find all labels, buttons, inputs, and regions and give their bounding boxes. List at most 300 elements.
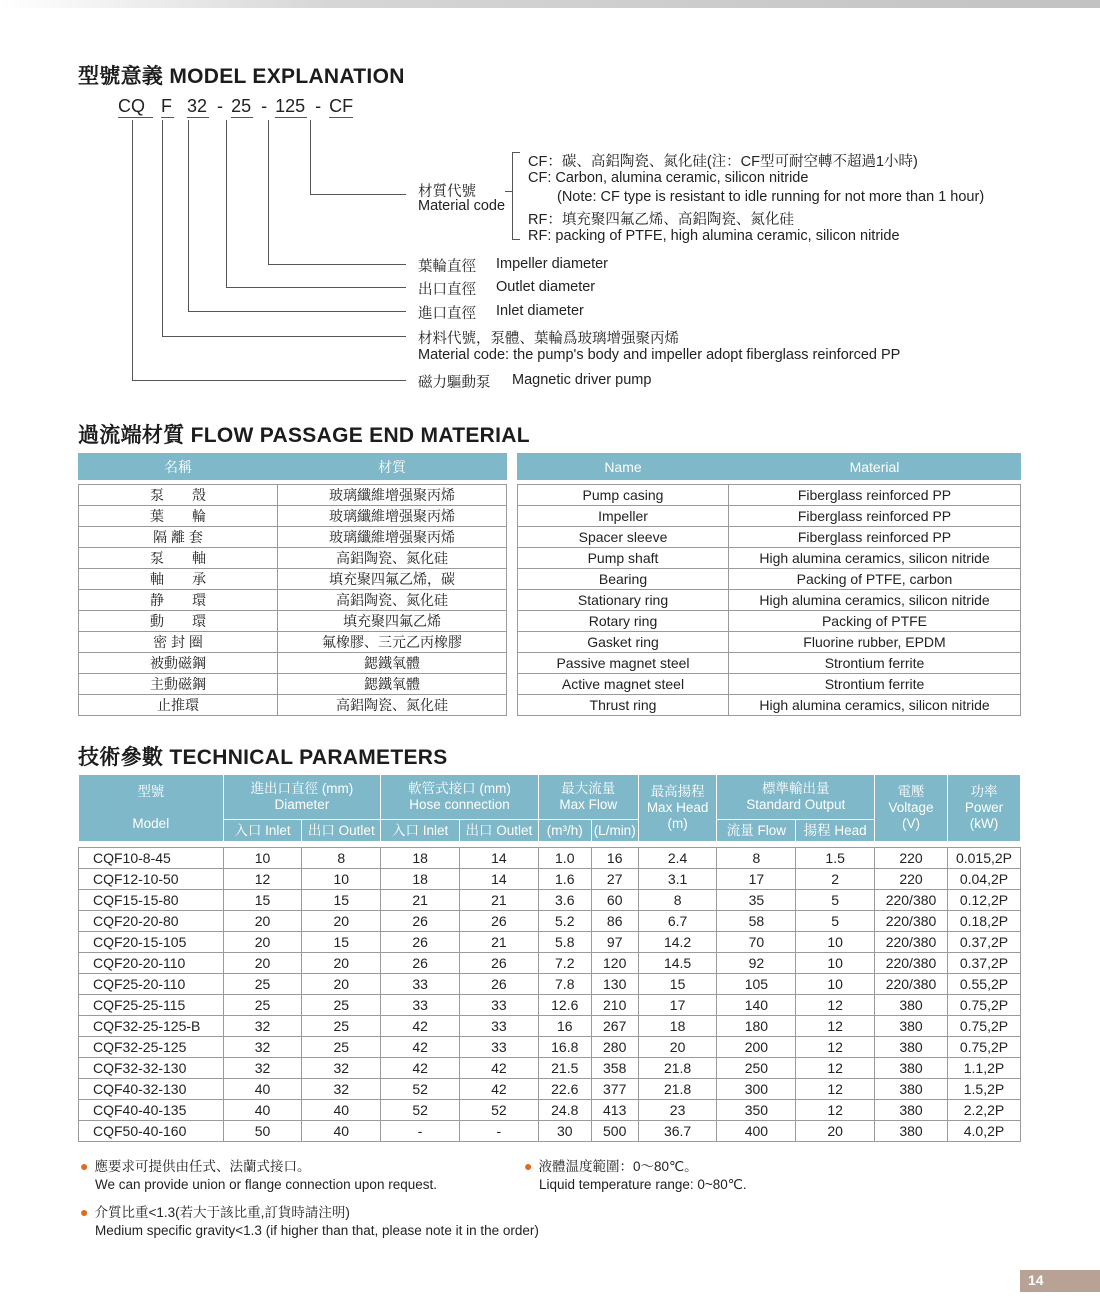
cell-flow-m3h: 7.8 <box>538 974 591 995</box>
cell-power: 0.04,2P <box>947 869 1020 890</box>
th-power <box>947 775 1020 842</box>
cell-voltage: 220/380 <box>875 911 948 932</box>
cell-voltage: 220 <box>875 848 948 869</box>
th-flow-en: Max Flow <box>559 797 618 812</box>
cell-hose-outlet: 33 <box>459 1016 538 1037</box>
cell-outlet: 40 <box>302 1100 381 1121</box>
cell-model: CQF25-25-115 <box>79 995 224 1016</box>
th-std-flow: 流量 Flow <box>717 820 796 842</box>
material-row-cn <box>79 695 507 716</box>
cell-outlet: 25 <box>302 995 381 1016</box>
cell-max-head: 14.2 <box>638 932 717 953</box>
material-cell-material-en: Packing of PTFE, carbon <box>729 569 1021 590</box>
cell-voltage: 220/380 <box>875 974 948 995</box>
th-hose-en: Hose connection <box>409 797 510 812</box>
impeller-cn: 葉輪直徑 <box>418 259 476 275</box>
cell-flow-lmin: 267 <box>591 1016 638 1037</box>
cell-hose-inlet: 42 <box>381 1037 460 1058</box>
material-cell-name-en: Gasket ring <box>518 632 729 653</box>
th-model-en: Model <box>132 816 170 831</box>
cell-std-head: 5 <box>796 911 875 932</box>
cell-model: CQF15-15-80 <box>79 890 224 911</box>
cell-flow-m3h: 24.8 <box>538 1100 591 1121</box>
th-m3h: (m³/h) <box>538 820 591 842</box>
brace <box>512 152 522 240</box>
cell-std-flow: 250 <box>717 1058 796 1079</box>
cell-std-head: 1.5 <box>796 848 875 869</box>
tech-row <box>79 953 1021 974</box>
cell-voltage: 380 <box>875 1037 948 1058</box>
cell-power: 0.015,2P <box>947 848 1020 869</box>
th-power-en: Power <box>964 800 1004 815</box>
cell-flow-m3h: 5.2 <box>538 911 591 932</box>
material-table-cn <box>78 453 507 716</box>
th-flow-cn: 最大流量 <box>561 781 616 796</box>
cell-flow-lmin: 27 <box>591 869 638 890</box>
cell-model: CQF40-32-130 <box>79 1079 224 1100</box>
cell-max-head: 14.5 <box>638 953 717 974</box>
cell-flow-m3h: 12.6 <box>538 995 591 1016</box>
th-diameter-en: Diameter <box>274 797 330 812</box>
material-row-en <box>518 506 1021 527</box>
cell-model: CQF20-15-105 <box>79 932 224 953</box>
cell-flow-lmin: 280 <box>591 1037 638 1058</box>
cell-std-head: 20 <box>796 1121 875 1142</box>
cell-voltage: 380 <box>875 1121 948 1142</box>
th-hose-cn: 軟管式接口 (mm) <box>408 781 511 796</box>
material-cell-name-en: Stationary ring <box>518 590 729 611</box>
cell-outlet: 32 <box>302 1079 381 1100</box>
material-row-en <box>518 653 1021 674</box>
cell-outlet: 25 <box>302 1037 381 1058</box>
page-number: 14 <box>1028 1272 1044 1288</box>
leader-impeller-h <box>268 264 406 265</box>
cell-max-head: 3.1 <box>638 869 717 890</box>
cell-flow-lmin: 413 <box>591 1100 638 1121</box>
body-material-en: Material code: the pump's body and impeller adopt fiberglass reinforced PP <box>418 347 901 363</box>
th-voltage <box>875 775 948 842</box>
tech-row <box>79 848 1021 869</box>
cell-std-head: 12 <box>796 1016 875 1037</box>
cell-power: 0.18,2P <box>947 911 1020 932</box>
leader-inlet-h <box>188 311 406 312</box>
th-head-unit: (m) <box>667 816 688 831</box>
material-row-en <box>518 674 1021 695</box>
note-gravity-cn: 介質比重<1.3(若大于該比重,訂貨時請注明) <box>94 1205 350 1220</box>
cell-hose-inlet: 52 <box>381 1100 460 1121</box>
cell-flow-lmin: 86 <box>591 911 638 932</box>
note-connection-cn: 應要求可提供由任式、法蘭式接口。 <box>94 1159 311 1174</box>
th-diameter-cn: 進出口直徑 (mm) <box>250 781 354 796</box>
cell-hose-outlet: 42 <box>459 1058 538 1079</box>
cell-outlet: 20 <box>302 974 381 995</box>
material-row-en <box>518 569 1021 590</box>
cell-voltage: 220/380 <box>875 953 948 974</box>
material-row-en <box>518 527 1021 548</box>
cell-outlet: 20 <box>302 911 381 932</box>
note-temperature-en: Liquid temperature range: 0~80℃. <box>539 1177 747 1192</box>
note-temperature-cn: 液體温度範圍：0～80℃。 <box>538 1159 698 1174</box>
code-dash: - <box>217 96 224 116</box>
cell-model: CQF12-10-50 <box>79 869 224 890</box>
material-cell-name-cn: 泵 軸 <box>79 548 278 569</box>
cell-hose-outlet: 21 <box>459 932 538 953</box>
th-hose-outlet: 出口 Outlet <box>459 820 538 842</box>
cell-voltage: 380 <box>875 1016 948 1037</box>
cell-voltage: 380 <box>875 1058 948 1079</box>
material-cell-name-en: Bearing <box>518 569 729 590</box>
th-std-head: 揚程 Head <box>796 820 875 842</box>
material-cell-name-cn: 泵 殼 <box>79 485 278 506</box>
cell-hose-outlet: 52 <box>459 1100 538 1121</box>
th-inlet: 入口 Inlet <box>223 820 302 842</box>
pump-cn: 磁力驅動泵 <box>418 375 491 391</box>
cell-hose-outlet: 26 <box>459 953 538 974</box>
cell-inlet: 20 <box>223 911 302 932</box>
cell-std-head: 10 <box>796 932 875 953</box>
cell-hose-inlet: 42 <box>381 1016 460 1037</box>
cell-flow-m3h: 21.5 <box>538 1058 591 1079</box>
tech-row <box>79 974 1021 995</box>
cell-hose-inlet: 52 <box>381 1079 460 1100</box>
header-name-cn: 名稱 <box>79 454 278 480</box>
material-cell-name-en: Impeller <box>518 506 729 527</box>
cell-std-flow: 140 <box>717 995 796 1016</box>
cell-flow-lmin: 358 <box>591 1058 638 1079</box>
leader-impeller-v <box>268 120 269 264</box>
th-lmin: (L/min) <box>591 820 638 842</box>
cell-outlet: 40 <box>302 1121 381 1142</box>
cell-std-head: 12 <box>796 1079 875 1100</box>
cell-inlet: 40 <box>223 1079 302 1100</box>
cell-flow-lmin: 377 <box>591 1079 638 1100</box>
th-model <box>79 775 224 842</box>
cell-inlet: 20 <box>223 932 302 953</box>
outlet-en: Outlet diameter <box>496 279 596 295</box>
cell-outlet: 15 <box>302 890 381 911</box>
cell-hose-outlet: 33 <box>459 1037 538 1058</box>
material-cell-name-cn: 被動磁鋼 <box>79 653 278 674</box>
cell-max-head: 21.8 <box>638 1058 717 1079</box>
cell-voltage: 220 <box>875 869 948 890</box>
cell-power: 0.75,2P <box>947 1037 1020 1058</box>
model-code <box>118 96 353 118</box>
body-material-cn: 材料代號，泵體、葉輪爲玻璃增强聚丙烯 <box>418 331 679 347</box>
material-cell-material-cn: 填充聚四氟乙烯，碳 <box>278 569 507 590</box>
cell-max-head: 6.7 <box>638 911 717 932</box>
tech-row <box>79 1037 1021 1058</box>
material-row-en <box>518 485 1021 506</box>
cell-model: CQF40-40-135 <box>79 1100 224 1121</box>
cell-hose-inlet: 18 <box>381 848 460 869</box>
inlet-en: Inlet diameter <box>496 303 584 319</box>
cell-model: CQF10-8-45 <box>79 848 224 869</box>
material-cell-material-cn: 鍶鐵氧體 <box>278 674 507 695</box>
cell-inlet: 10 <box>223 848 302 869</box>
material-row-cn <box>79 674 507 695</box>
cell-max-head: 2.4 <box>638 848 717 869</box>
cell-hose-outlet: 21 <box>459 890 538 911</box>
material-row-cn <box>79 653 507 674</box>
leader-outlet-h <box>226 287 406 288</box>
cell-std-head: 2 <box>796 869 875 890</box>
th-hose-inlet: 入口 Inlet <box>381 820 460 842</box>
material-cell-material-en: Fiberglass reinforced PP <box>729 485 1021 506</box>
material-code-label-en: Material code <box>418 198 506 214</box>
cell-hose-outlet: - <box>459 1121 538 1142</box>
material-row-cn <box>79 632 507 653</box>
material-cell-material-cn: 高鋁陶瓷、氮化硅 <box>278 590 507 611</box>
cell-std-head: 12 <box>796 995 875 1016</box>
cell-hose-inlet: 26 <box>381 932 460 953</box>
material-code-line-3: (Note: CF type is resistant to idle running for not more than 1 hour) <box>557 189 985 205</box>
material-row-cn <box>79 611 507 632</box>
cell-power: 0.12,2P <box>947 890 1020 911</box>
material-cell-name-cn: 葉 輪 <box>79 506 278 527</box>
tech-row <box>79 1079 1021 1100</box>
cell-max-head: 18 <box>638 1016 717 1037</box>
bullet-icon: ● <box>80 1204 89 1220</box>
cell-power: 0.55,2P <box>947 974 1020 995</box>
cell-power: 0.75,2P <box>947 1016 1020 1037</box>
material-cell-material-en: Fluorine rubber, EPDM <box>729 632 1021 653</box>
material-table-en <box>517 453 1021 716</box>
cell-hose-outlet: 42 <box>459 1079 538 1100</box>
th-head-en: Max Head <box>646 800 709 815</box>
bullet-icon: ● <box>80 1158 89 1174</box>
material-cell-material-en: Fiberglass reinforced PP <box>729 506 1021 527</box>
cell-hose-inlet: 33 <box>381 995 460 1016</box>
cell-voltage: 220/380 <box>875 890 948 911</box>
cell-std-head: 12 <box>796 1037 875 1058</box>
cell-flow-m3h: 3.6 <box>538 890 591 911</box>
cell-flow-m3h: 5.8 <box>538 932 591 953</box>
cell-outlet: 8 <box>302 848 381 869</box>
cell-std-flow: 92 <box>717 953 796 974</box>
th-max-flow <box>538 775 638 820</box>
cell-hose-inlet: 26 <box>381 911 460 932</box>
cell-hose-inlet: 18 <box>381 869 460 890</box>
cell-max-head: 23 <box>638 1100 717 1121</box>
cell-max-head: 20 <box>638 1037 717 1058</box>
th-max-head <box>638 775 717 842</box>
cell-inlet: 20 <box>223 953 302 974</box>
cell-std-head: 5 <box>796 890 875 911</box>
th-outlet: 出口 Outlet <box>302 820 381 842</box>
material-row-cn <box>79 485 507 506</box>
material-row-cn <box>79 506 507 527</box>
th-power-cn: 功率 <box>970 784 998 799</box>
cell-voltage: 380 <box>875 1100 948 1121</box>
cell-inlet: 12 <box>223 869 302 890</box>
tech-row <box>79 1121 1021 1142</box>
material-cell-material-cn: 玻璃纖維增强聚丙烯 <box>278 527 507 548</box>
th-std-en: Standard Output <box>746 797 846 812</box>
cell-hose-inlet: - <box>381 1121 460 1142</box>
tech-row <box>79 995 1021 1016</box>
cell-flow-lmin: 97 <box>591 932 638 953</box>
cell-hose-outlet: 26 <box>459 911 538 932</box>
cell-hose-inlet: 21 <box>381 890 460 911</box>
material-row-cn <box>79 569 507 590</box>
note-temperature <box>524 1157 747 1194</box>
cell-std-flow: 300 <box>717 1079 796 1100</box>
note-gravity-en: Medium specific gravity<1.3 (if higher than that, please note it in the order) <box>95 1223 539 1238</box>
tech-params-table <box>78 774 1021 1142</box>
material-cell-material-en: Strontium ferrite <box>729 674 1021 695</box>
cell-flow-m3h: 16.8 <box>538 1037 591 1058</box>
material-row-en <box>518 695 1021 716</box>
note-connection <box>80 1157 437 1194</box>
cell-outlet: 20 <box>302 953 381 974</box>
leader-pump-v <box>132 120 133 380</box>
material-cell-name-cn: 軸 承 <box>79 569 278 590</box>
material-cell-material-cn: 玻璃纖維增强聚丙烯 <box>278 506 507 527</box>
material-row-en <box>518 590 1021 611</box>
code-part-f: F <box>161 96 173 116</box>
material-cell-name-cn: 静 環 <box>79 590 278 611</box>
material-row-cn <box>79 590 507 611</box>
cell-outlet: 32 <box>302 1058 381 1079</box>
header-material-cn: 材質 <box>278 454 507 480</box>
th-power-unit: (kW) <box>969 816 999 831</box>
inlet-cn: 進口直徑 <box>418 306 476 322</box>
bullet-icon: ● <box>524 1158 533 1174</box>
cell-std-flow: 105 <box>717 974 796 995</box>
th-hose <box>381 775 539 820</box>
cell-flow-m3h: 16 <box>538 1016 591 1037</box>
th-model-cn: 型號 <box>137 784 165 799</box>
code-part-outlet: 25 <box>231 96 252 116</box>
cell-power: 1.5,2P <box>947 1079 1020 1100</box>
cell-hose-inlet: 42 <box>381 1058 460 1079</box>
material-cell-name-cn: 密 封 圈 <box>79 632 278 653</box>
cell-flow-m3h: 7.2 <box>538 953 591 974</box>
th-standard-output <box>717 775 875 820</box>
tech-row <box>79 1100 1021 1121</box>
material-cell-material-en: Fiberglass reinforced PP <box>729 527 1021 548</box>
cell-max-head: 15 <box>638 974 717 995</box>
material-cell-material-en: High alumina ceramics, silicon nitride <box>729 695 1021 716</box>
material-row-en <box>518 632 1021 653</box>
cell-flow-lmin: 210 <box>591 995 638 1016</box>
cell-model: CQF25-20-110 <box>79 974 224 995</box>
cell-model: CQF32-25-125 <box>79 1037 224 1058</box>
pump-en: Magnetic driver pump <box>512 372 652 388</box>
cell-model: CQF20-20-80 <box>79 911 224 932</box>
leader-material-v <box>310 120 311 194</box>
leader-body-h <box>162 336 406 337</box>
cell-hose-outlet: 33 <box>459 995 538 1016</box>
cell-std-flow: 400 <box>717 1121 796 1142</box>
material-code-line-1: CF：碳、高鋁陶瓷、氮化硅(注：CF型可耐空轉不超過1小時) <box>528 154 918 170</box>
material-cell-name-cn: 主動磁鋼 <box>79 674 278 695</box>
material-cell-name-en: Thrust ring <box>518 695 729 716</box>
th-volt-en: Voltage <box>888 800 934 815</box>
material-cell-material-cn: 鍶鐵氧體 <box>278 653 507 674</box>
cell-std-flow: 8 <box>717 848 796 869</box>
cell-flow-m3h: 1.6 <box>538 869 591 890</box>
flow-material-title: 過流端材質 FLOW PASSAGE END MATERIAL <box>78 424 530 447</box>
cell-std-flow: 180 <box>717 1016 796 1037</box>
material-cell-material-cn: 高鋁陶瓷、氮化硅 <box>278 548 507 569</box>
cell-power: 2.2,2P <box>947 1100 1020 1121</box>
th-std-cn: 標準輸出量 <box>762 781 830 796</box>
tech-row <box>79 1016 1021 1037</box>
cell-power: 0.75,2P <box>947 995 1020 1016</box>
cell-inlet: 40 <box>223 1100 302 1121</box>
cell-max-head: 21.8 <box>638 1079 717 1100</box>
material-row-en <box>518 611 1021 632</box>
code-dash: - <box>261 96 268 116</box>
material-cell-name-en: Active magnet steel <box>518 674 729 695</box>
tech-row <box>79 890 1021 911</box>
cell-hose-inlet: 33 <box>381 974 460 995</box>
leader-inlet-v <box>188 120 189 311</box>
cell-inlet: 25 <box>223 995 302 1016</box>
tech-row <box>79 869 1021 890</box>
material-cell-material-cn: 玻璃纖維增强聚丙烯 <box>278 485 507 506</box>
tech-row <box>79 932 1021 953</box>
cell-voltage: 380 <box>875 1079 948 1100</box>
cell-outlet: 15 <box>302 932 381 953</box>
cell-std-flow: 35 <box>717 890 796 911</box>
leader-pump-h <box>132 380 406 381</box>
cell-std-flow: 200 <box>717 1037 796 1058</box>
material-row-en <box>518 548 1021 569</box>
cell-inlet: 15 <box>223 890 302 911</box>
cell-model: CQF50-40-160 <box>79 1121 224 1142</box>
material-cell-material-en: High alumina ceramics, silicon nitride <box>729 548 1021 569</box>
cell-flow-lmin: 130 <box>591 974 638 995</box>
leader-outlet-v <box>226 120 227 287</box>
top-gradient-bar <box>0 0 1100 8</box>
material-cell-name-en: Rotary ring <box>518 611 729 632</box>
material-cell-material-cn: 高鋁陶瓷、氮化硅 <box>278 695 507 716</box>
cell-voltage: 380 <box>875 995 948 1016</box>
cell-power: 1.1,2P <box>947 1058 1020 1079</box>
th-head-cn: 最高揚程 <box>650 784 705 799</box>
outlet-cn: 出口直徑 <box>418 282 476 298</box>
material-cell-material-en: Packing of PTFE <box>729 611 1021 632</box>
header-name-en: Name <box>518 454 729 480</box>
note-gravity <box>80 1203 539 1240</box>
material-row-cn <box>79 527 507 548</box>
model-explanation-title: 型號意義 MODEL EXPLANATION <box>78 65 405 88</box>
th-diameter <box>223 775 381 820</box>
code-dash: - <box>315 96 322 116</box>
material-cell-name-cn: 隔 離 套 <box>79 527 278 548</box>
material-cell-material-cn: 填充聚四氟乙烯 <box>278 611 507 632</box>
cell-flow-m3h: 22.6 <box>538 1079 591 1100</box>
material-cell-name-en: Spacer sleeve <box>518 527 729 548</box>
cell-inlet: 32 <box>223 1058 302 1079</box>
code-part-cq: CQ <box>118 96 153 118</box>
cell-power: 4.0,2P <box>947 1121 1020 1142</box>
material-cell-material-en: Strontium ferrite <box>729 653 1021 674</box>
th-volt-cn: 電壓 <box>897 784 925 799</box>
cell-flow-lmin: 16 <box>591 848 638 869</box>
cell-power: 0.37,2P <box>947 953 1020 974</box>
cell-inlet: 50 <box>223 1121 302 1142</box>
cell-flow-lmin: 500 <box>591 1121 638 1142</box>
cell-inlet: 32 <box>223 1016 302 1037</box>
cell-outlet: 25 <box>302 1016 381 1037</box>
cell-std-flow: 350 <box>717 1100 796 1121</box>
code-part-impeller: 125 <box>275 96 306 116</box>
leader-body-v <box>162 120 163 336</box>
material-code-line-2: CF: Carbon, alumina ceramic, silicon nitride <box>528 170 809 186</box>
